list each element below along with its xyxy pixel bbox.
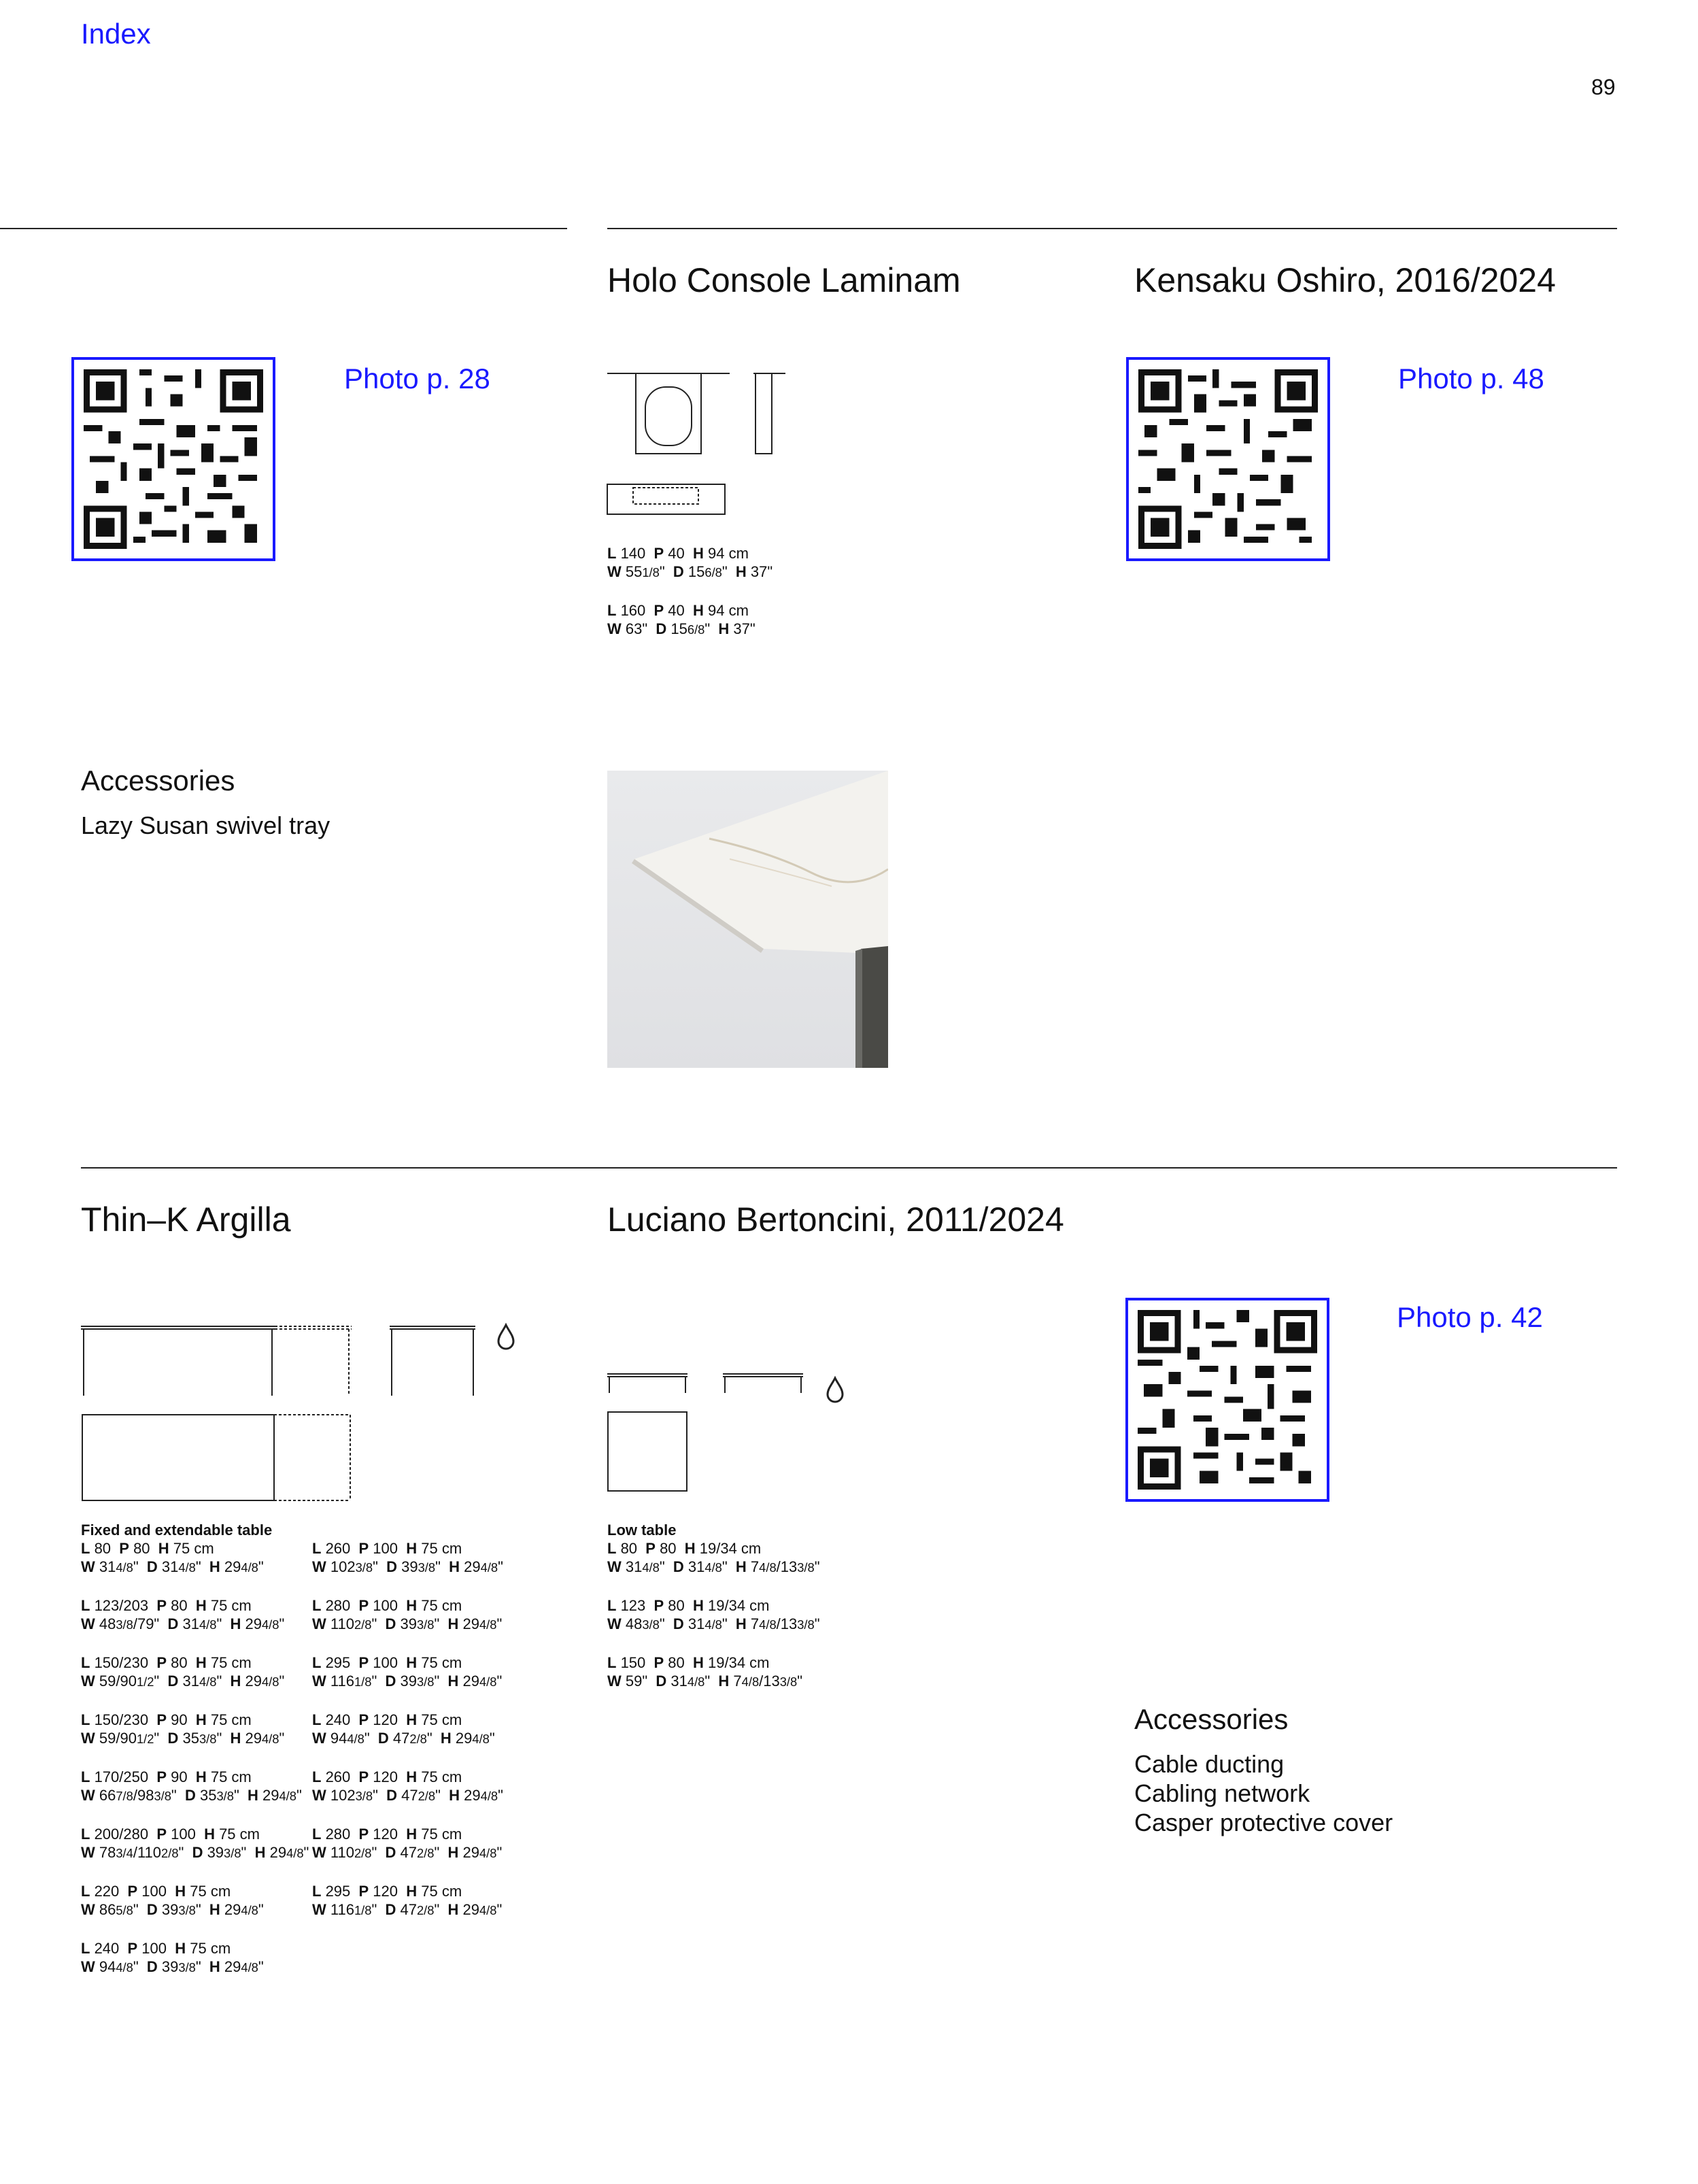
accessories-heading: Accessories	[1134, 1703, 1289, 1735]
accessory-item: Casper protective cover	[1134, 1809, 1393, 1836]
accessory-list	[1134, 1749, 1393, 1837]
spec-list	[607, 544, 772, 658]
spec-item: L 123/203 P 80 H 75 cm W 483/8/79" D 314/8" H 294/8"	[81, 1597, 285, 1632]
low-table-drawing	[607, 1367, 852, 1503]
product-photo	[607, 771, 888, 1068]
photo-link[interactable]: Photo p. 42	[1397, 1301, 1543, 1333]
qr-code-icon	[1138, 1310, 1317, 1490]
designer-credit: Luciano Bertoncini, 2011/2024	[607, 1200, 1064, 1239]
qr-code[interactable]	[1126, 357, 1330, 561]
spec-item: L 220 P 100 H 75 cm W 865/8" D 393/8" H 294/8"	[81, 1883, 264, 1918]
page-number: 89	[1591, 75, 1616, 99]
index-link[interactable]: Index	[81, 18, 151, 50]
spec-item: L 280 P 100 H 75 cm W 1102/8" D 393/8" H 294/8"	[312, 1597, 503, 1632]
divider-right	[607, 228, 1617, 229]
marble-top-image	[607, 771, 888, 1068]
product-title: Thin–K Argilla	[81, 1200, 291, 1239]
spec-item: L 240 P 100 H 75 cm W 944/8" D 393/8" H 294/8"	[81, 1940, 264, 1975]
spec-list	[607, 1521, 820, 1711]
low-table-caption: Low table	[607, 1522, 677, 1539]
qr-code[interactable]	[1125, 1298, 1329, 1502]
spec-item: L 150/230 P 80 H 75 cm W 59/901/2" D 314/8" H 294/8"	[81, 1654, 285, 1690]
divider	[81, 1167, 1617, 1169]
spec-item: L 150/230 P 90 H 75 cm W 59/901/2" D 353/8" H 294/8"	[81, 1711, 285, 1747]
spec-item: L 260 P 100 H 75 cm W 1023/8" D 393/8" H 294/8"	[312, 1540, 503, 1575]
designer-credit: Kensaku Oshiro, 2016/2024	[1134, 261, 1556, 299]
spec-item: L 295 P 120 H 75 cm W 1161/8" D 472/8" H 294/8"	[312, 1883, 503, 1918]
accessory-item: Lazy Susan swivel tray	[81, 811, 330, 839]
spec-item: L 280 P 120 H 75 cm W 1102/8" D 472/8" H 294/8"	[312, 1826, 503, 1861]
spec-item: L 80 P 80 H 75 cm W 314/8" D 314/8" H 294/8"	[81, 1540, 264, 1575]
spec-item: L 80 P 80 H 19/34 cm W 314/8" D 314/8" H 74/8/133/8"	[607, 1540, 820, 1575]
table-drawing	[81, 1320, 523, 1510]
divider-left	[0, 228, 567, 229]
spec-item: L 123 P 80 H 19/34 cm W 483/8" D 314/8" H 74/8/133/8"	[607, 1597, 820, 1632]
qr-code-icon	[1138, 369, 1318, 549]
spec-item: L 200/280 P 100 H 75 cm W 783/4/1102/8" D 393/8" H 294/8"	[81, 1826, 309, 1861]
spec-item: L 170/250 P 90 H 75 cm W 667/8/983/8" D 353/8" H 294/8"	[81, 1768, 302, 1804]
qr-code[interactable]	[71, 357, 275, 561]
table-caption: Fixed and extendable table	[81, 1522, 273, 1539]
accessory-item: Cabling network	[1134, 1779, 1310, 1807]
console-drawing	[607, 371, 798, 520]
accessories-heading: Accessories	[81, 765, 235, 796]
spec-item: L 260 P 120 H 75 cm W 1023/8" D 472/8" H 294/8"	[312, 1768, 503, 1804]
spec-list	[81, 1521, 309, 1996]
spec-item: L 150 P 80 H 19/34 cm W 59" D 314/8" H 74/8/133/8"	[607, 1654, 803, 1690]
qr-code-icon	[84, 369, 263, 549]
photo-link[interactable]: Photo p. 28	[344, 363, 490, 394]
spec-item: L 240 P 120 H 75 cm W 944/8" D 472/8" H 294/8"	[312, 1711, 495, 1747]
spec-list	[312, 1539, 503, 1939]
product-title: Holo Console Laminam	[607, 261, 961, 299]
photo-link[interactable]: Photo p. 48	[1398, 363, 1544, 394]
spec-item: L 140 P 40 H 94 cm W 551/8" D 156/8" H 37"	[607, 545, 773, 580]
accessory-item: Cable ducting	[1134, 1750, 1285, 1778]
spec-item: L 160 P 40 H 94 cm W 63" D 156/8" H 37"	[607, 602, 755, 637]
spec-item: L 295 P 100 H 75 cm W 1161/8" D 393/8" H 294/8"	[312, 1654, 503, 1690]
